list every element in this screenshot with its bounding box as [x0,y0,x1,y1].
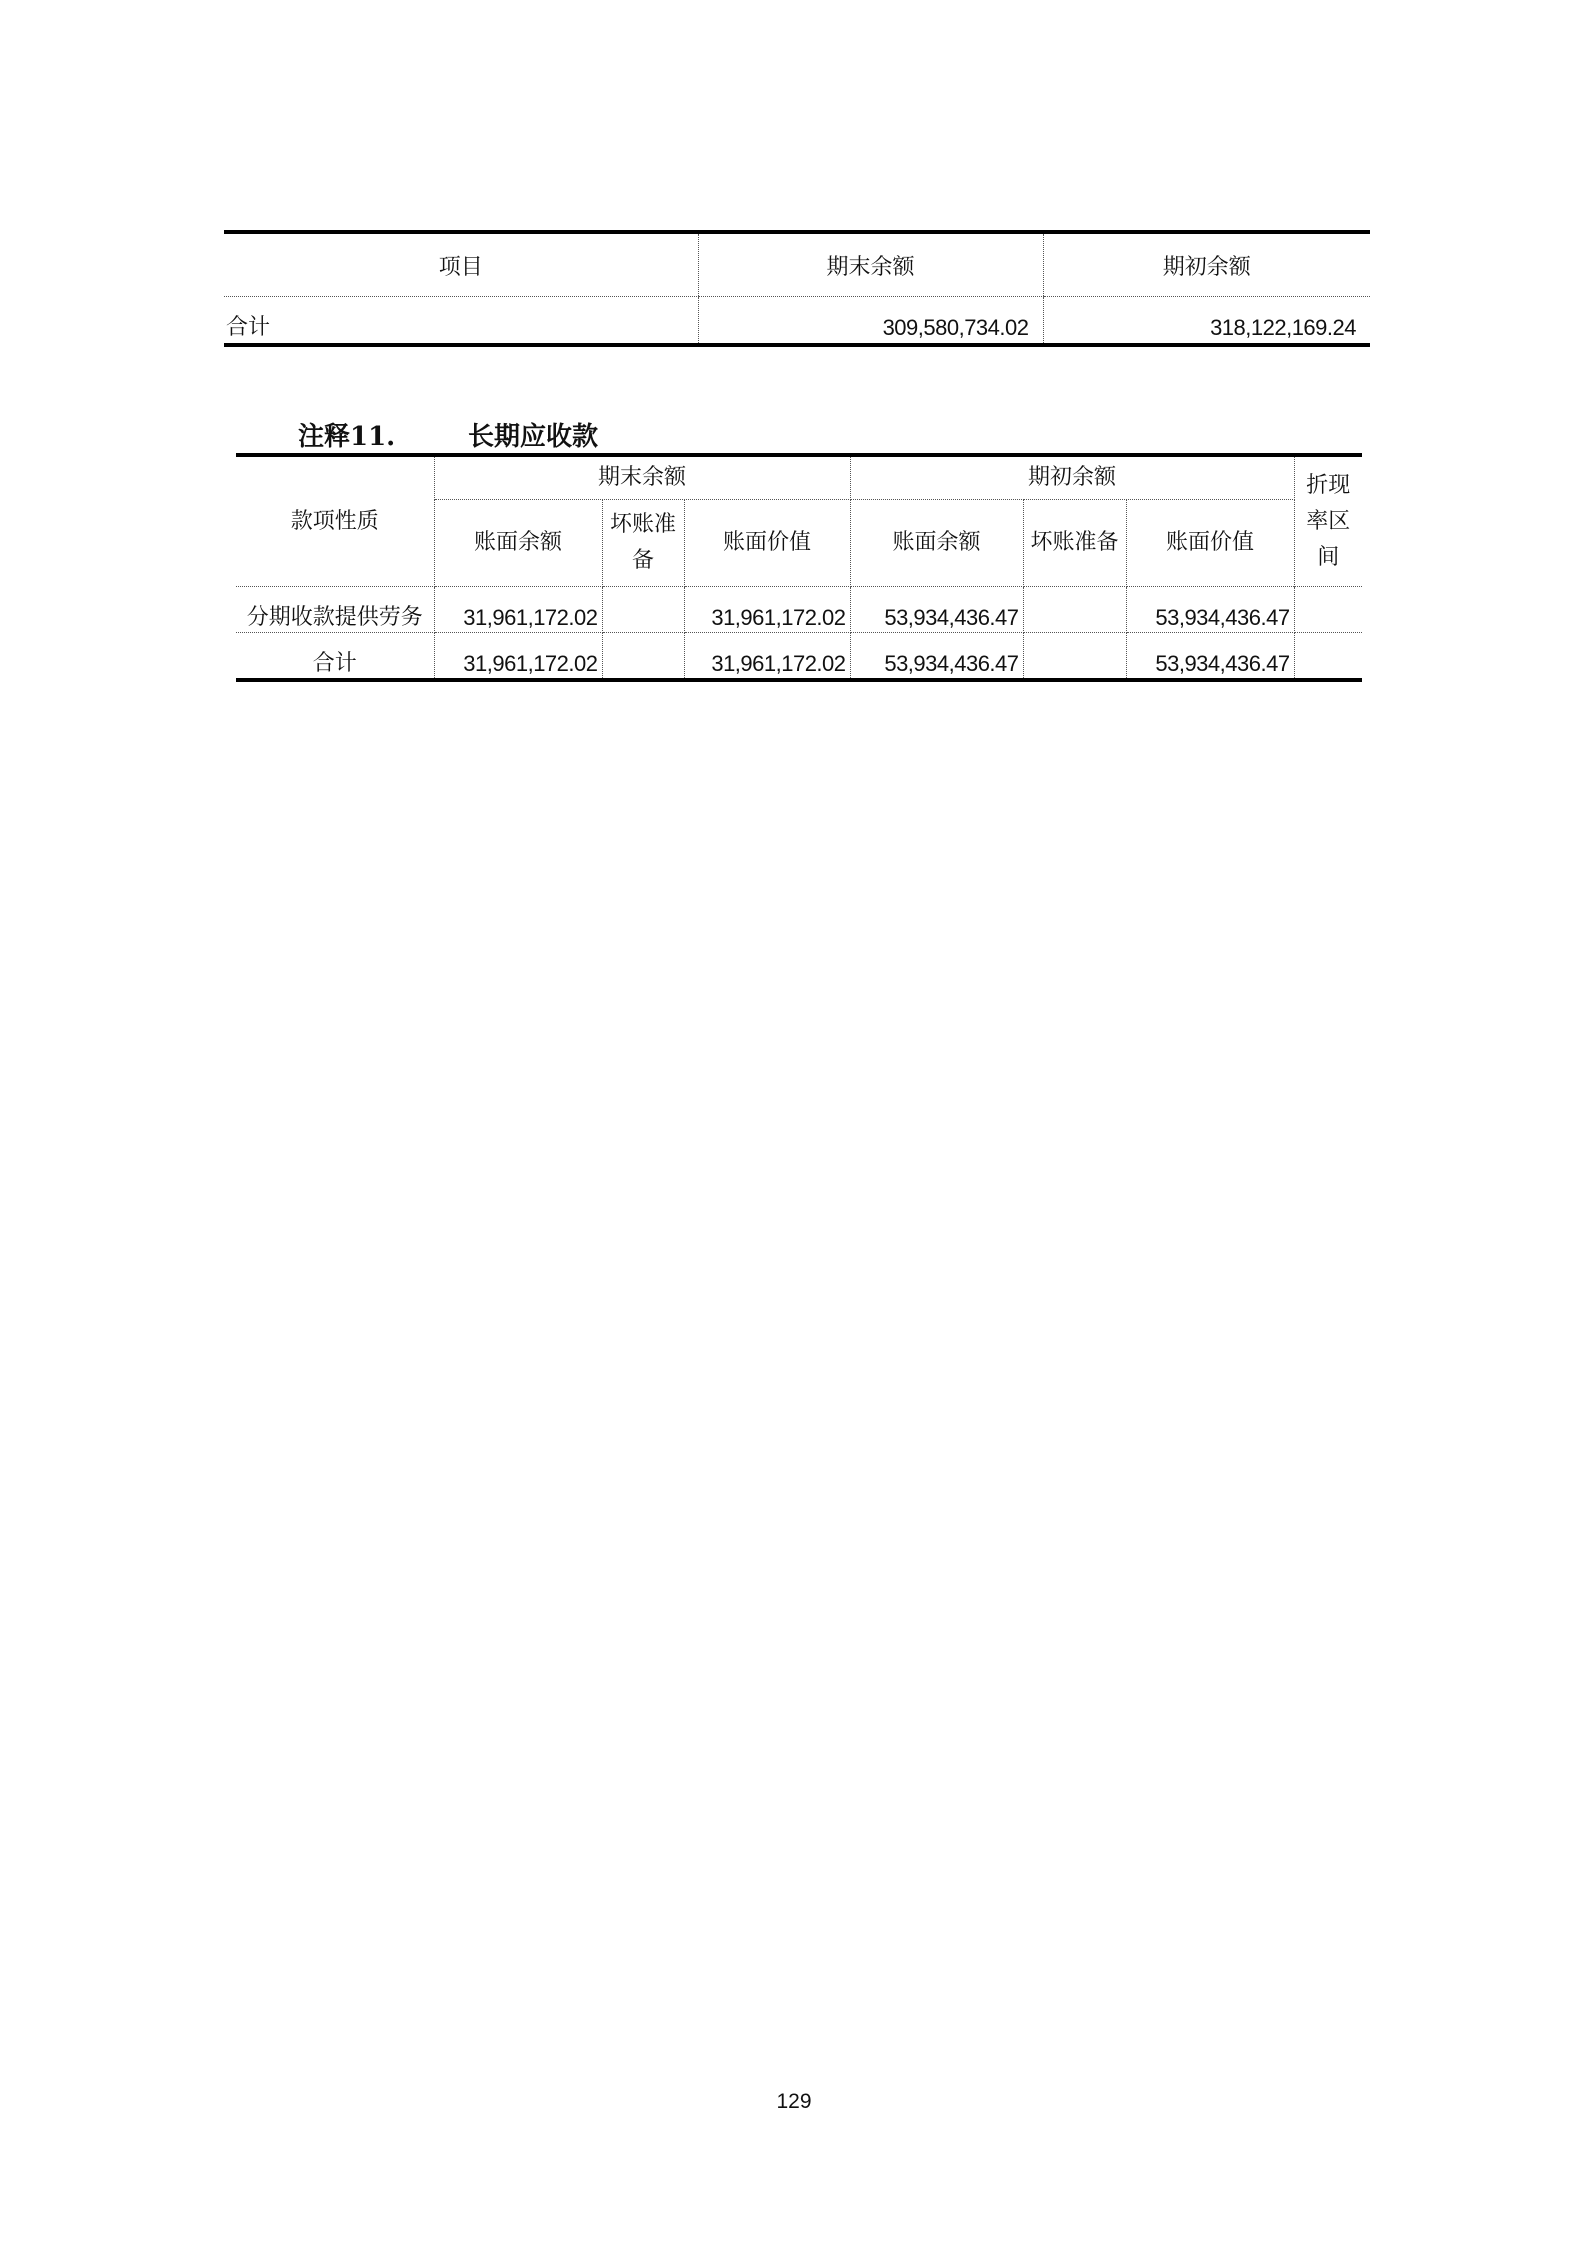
begin-book-balance: 53,934,436.47 [850,633,1023,681]
discount-rate [1294,587,1362,633]
note-title: 长期应收款 [468,422,599,452]
begin-bad-debt [1023,587,1126,633]
note-number: 注释11. [298,422,396,452]
header-nature: 款项性质 [236,455,434,587]
header-end-bad-debt: 坏账准备 [602,500,684,587]
table-row [236,587,1362,633]
begin-book-balance: 53,934,436.47 [850,587,1023,633]
page-number: 129 [776,2090,812,2113]
header-begin-bad-debt: 坏账准备 [1023,500,1126,587]
header-end-book-balance: 账面余额 [434,500,602,587]
header-end-balance: 期末余额 [698,232,1043,297]
header-discount-rate: 折现率区间 [1294,455,1362,587]
discount-rate [1294,633,1362,681]
summary-table [224,230,1370,347]
begin-book-value: 53,934,436.47 [1126,633,1294,681]
header-begin-book-balance: 账面余额 [850,500,1023,587]
total-row [224,297,1370,346]
table-header-row [236,455,1362,500]
header-begin-balance: 期初余额 [1043,232,1370,297]
end-book-balance: 31,961,172.02 [434,587,602,633]
header-begin-book-value: 账面价值 [1126,500,1294,587]
row-label: 分期收款提供劳务 [236,587,434,633]
begin-book-value: 53,934,436.47 [1126,587,1294,633]
note-heading [298,416,598,453]
end-book-value: 31,961,172.02 [684,633,850,681]
header-begin-group: 期初余额 [850,455,1294,500]
row-label: 合计 [236,633,434,681]
end-bad-debt [602,587,684,633]
table-header-row [224,232,1370,297]
total-begin-balance: 318,122,169.24 [1043,297,1370,346]
long-term-receivables-table [236,453,1362,682]
header-end-group: 期末余额 [434,455,850,500]
total-label: 合计 [224,297,698,346]
total-row [236,633,1362,681]
header-item: 项目 [224,232,698,297]
total-end-balance: 309,580,734.02 [698,297,1043,346]
end-book-balance: 31,961,172.02 [434,633,602,681]
begin-bad-debt [1023,633,1126,681]
end-bad-debt [602,633,684,681]
end-book-value: 31,961,172.02 [684,587,850,633]
header-end-book-value: 账面价值 [684,500,850,587]
